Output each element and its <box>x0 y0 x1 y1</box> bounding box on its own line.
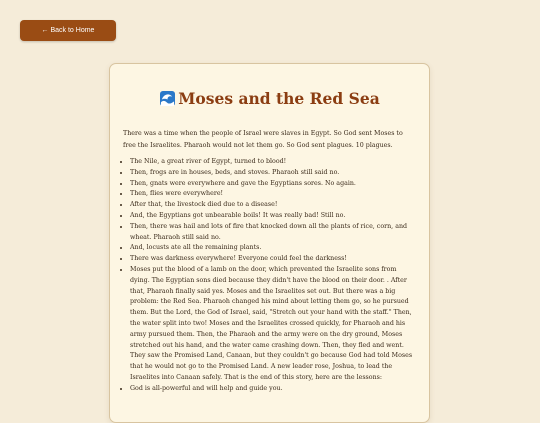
story-card <box>109 63 430 423</box>
list-item: • And, the Egyptians got unbearable boils! It was really bad! Still no. <box>130 211 417 222</box>
list-item: • Then, frogs are in houses, beds, and stoves. Pharaoh still said no. <box>130 168 417 179</box>
list-item: • After that, the livestock died due to a disease! <box>130 200 417 211</box>
page-title <box>123 88 417 112</box>
story-intro: There was a time when the people of Israel were slaves in Egypt. So God sent Moses to free the Israelites. Pharaoh would not let them go. So God sent plagues. 10 plagues. <box>123 130 403 149</box>
list-item: • And, locusts ate all the remaining plants. <box>130 243 417 254</box>
list-item: • Then, gnats were everywhere and gave the Egyptians sores. No again. <box>130 179 417 190</box>
list-item: • The Nile, a great river of Egypt, turned to blood! <box>130 157 417 168</box>
page-title-text: Moses and the Red Sea <box>178 89 380 108</box>
wave-icon <box>160 90 175 112</box>
list-item: • There was darkness everywhere! Everyone could feel the darkness! <box>130 254 417 265</box>
story-events-list <box>123 157 417 395</box>
back-to-home-button[interactable]: ← Back to Home <box>20 20 116 41</box>
list-item: • God is all-powerful and will help and guide you. <box>130 384 417 395</box>
list-item: • Then, flies were everywhere! <box>130 189 417 200</box>
list-item: • Then, there was hail and lots of fire that knocked down all the plants of rice, corn, and wheat. Pharaoh still said no. <box>130 222 417 244</box>
list-item: • Moses put the blood of a lamb on the door, which prevented the Israelite sons from dying. The Egyptian sons died because they didn't have the blood on their door. . After that, Pharaoh finally said yes. Moses and the Israelites set out. But there was a big problem: the Red Sea. Pharaoh changed his mind about letting them go, so he pursued them. But the Lord, the God of Israel, said, "Stretch out your hand with the staff." Then, the water split into two! Moses and the Israelites crossed quickly, for Pharaoh and his army pursued them. Then, the Pharaoh and the army were on the dry ground, Moses stretched out his hand, and the water came crashing down. Then, they fled and went. They saw the Promised Land, Canaan, but they couldn't go because God had told Moses that he would not go to the Promised Land. A new leader rose, Joshua, to lead the Israelites into Canaan safely. That is the end of this story, here are the lessons: <box>130 265 417 384</box>
